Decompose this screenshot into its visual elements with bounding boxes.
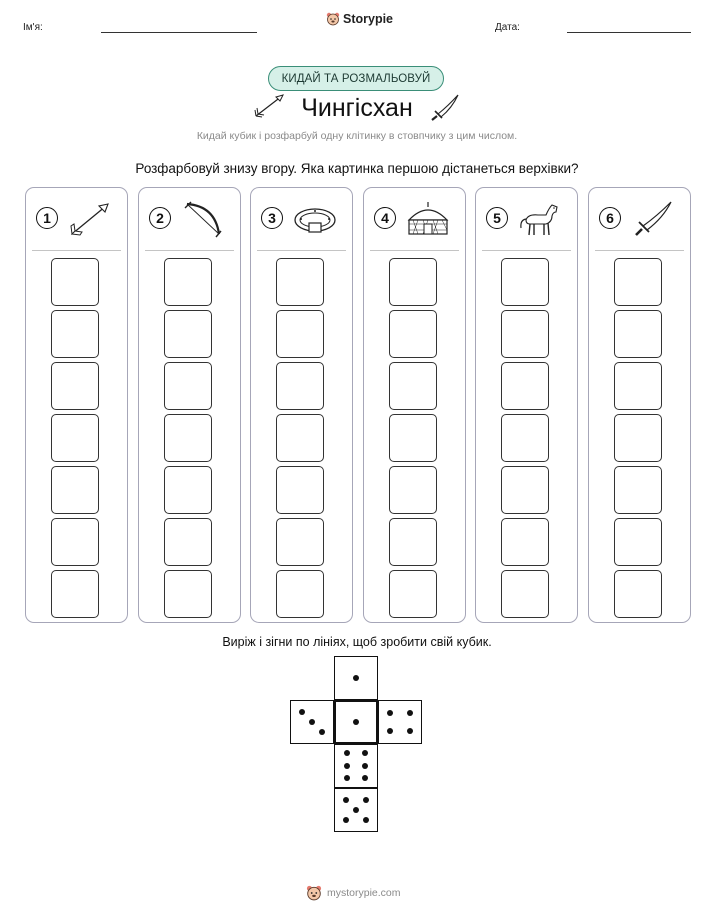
dice-face-5	[334, 788, 378, 832]
color-cell[interactable]	[51, 414, 99, 462]
dice-pip	[309, 719, 315, 725]
column-header	[139, 188, 240, 250]
column-divider	[595, 250, 684, 251]
color-cell[interactable]	[51, 362, 99, 410]
color-cell[interactable]	[51, 310, 99, 358]
column-number: 5	[486, 207, 508, 229]
color-cell[interactable]	[164, 466, 212, 514]
column-1	[25, 187, 128, 623]
color-cell[interactable]	[389, 570, 437, 618]
dice-pip	[387, 728, 393, 734]
column-divider	[145, 250, 234, 251]
column-header	[476, 188, 577, 250]
color-cell[interactable]	[389, 258, 437, 306]
footer	[306, 885, 401, 901]
color-cell[interactable]	[614, 570, 662, 618]
dice-pip	[319, 729, 325, 735]
color-cell[interactable]	[276, 466, 324, 514]
dice-pip	[407, 710, 413, 716]
color-cell[interactable]	[51, 258, 99, 306]
dice-pip	[344, 763, 350, 769]
color-cell[interactable]	[276, 310, 324, 358]
date-line	[567, 32, 691, 33]
column-divider	[257, 250, 346, 251]
dice-pip	[363, 817, 369, 823]
color-cell[interactable]	[389, 362, 437, 410]
dice-pip	[362, 763, 368, 769]
dice-pip	[387, 710, 393, 716]
column-number: 2	[149, 207, 171, 229]
color-cell[interactable]	[164, 414, 212, 462]
column-header	[26, 188, 127, 250]
column-divider	[370, 250, 459, 251]
yurt-icon	[404, 198, 452, 240]
cut-instruction: Виріж і зігни по лініях, щоб зробити свій кубик.	[222, 635, 492, 649]
column-number: 3	[261, 207, 283, 229]
dice-face-1	[334, 700, 378, 744]
column-header	[589, 188, 690, 250]
color-cell[interactable]	[164, 258, 212, 306]
sword-decoration-icon	[428, 92, 462, 122]
dice-pip	[344, 750, 350, 756]
column-number: 1	[36, 207, 58, 229]
color-cell[interactable]	[276, 518, 324, 566]
color-cell[interactable]	[164, 362, 212, 410]
dice-face-3	[290, 700, 334, 744]
arrow-icon	[66, 198, 114, 240]
dice-pip	[407, 728, 413, 734]
horse-icon	[516, 198, 564, 240]
color-cell[interactable]	[389, 518, 437, 566]
instruction: Розфарбовуй знизу вгору. Яка картинка першою дістанеться верхівки?	[135, 161, 579, 176]
sword-icon	[629, 198, 677, 240]
dice-pip	[353, 675, 359, 681]
column-4	[363, 187, 466, 623]
column-number: 4	[374, 207, 396, 229]
activity-badge: КИДАЙ ТА РОЗМАЛЬОВУЙ	[268, 66, 444, 91]
color-cell[interactable]	[164, 518, 212, 566]
column-header	[364, 188, 465, 250]
footer-url: mystorypie.com	[327, 887, 401, 899]
column-3	[250, 187, 353, 623]
color-cell[interactable]	[164, 570, 212, 618]
color-cell[interactable]	[614, 466, 662, 514]
color-cell[interactable]	[276, 362, 324, 410]
column-5	[475, 187, 578, 623]
page-title: Чингісхан	[301, 94, 413, 122]
column-6	[588, 187, 691, 623]
name-label: Ім'я:	[23, 22, 43, 33]
bear-footer-icon	[306, 885, 322, 901]
color-cell[interactable]	[501, 310, 549, 358]
color-cell[interactable]	[614, 414, 662, 462]
dice-pip	[353, 807, 359, 813]
belt-icon	[291, 198, 339, 240]
brand-name: Storypie	[343, 12, 394, 26]
column-number: 6	[599, 207, 621, 229]
dice-pip	[299, 709, 305, 715]
column-2	[138, 187, 241, 623]
color-cell[interactable]	[51, 518, 99, 566]
color-cell[interactable]	[614, 362, 662, 410]
color-cell[interactable]	[501, 570, 549, 618]
color-cell[interactable]	[614, 310, 662, 358]
color-cell[interactable]	[614, 258, 662, 306]
name-line	[101, 32, 257, 33]
dice-pip	[362, 775, 368, 781]
color-cell[interactable]	[501, 258, 549, 306]
dice-pip	[363, 797, 369, 803]
color-cell[interactable]	[501, 414, 549, 462]
color-cell[interactable]	[501, 362, 549, 410]
column-divider	[482, 250, 571, 251]
color-cell[interactable]	[389, 414, 437, 462]
color-cell[interactable]	[501, 518, 549, 566]
bear-logo-icon	[326, 12, 340, 26]
date-label: Дата:	[495, 22, 520, 33]
color-cell[interactable]	[164, 310, 212, 358]
color-cell[interactable]	[389, 466, 437, 514]
column-header	[251, 188, 352, 250]
brand-logo	[326, 12, 393, 26]
subtitle: Кидай кубик і розфарбуй одну клітинку в стовпчику з цим числом.	[196, 130, 518, 142]
color-cell[interactable]	[614, 518, 662, 566]
dice-pip	[353, 719, 359, 725]
color-cell[interactable]	[276, 570, 324, 618]
color-cell[interactable]	[501, 466, 549, 514]
dice-pip	[362, 750, 368, 756]
dice-face-1	[334, 656, 378, 700]
dice-face-4	[378, 700, 422, 744]
dice-pip	[343, 817, 349, 823]
color-cell[interactable]	[276, 258, 324, 306]
dice-face-6	[334, 744, 378, 788]
color-cell[interactable]	[389, 310, 437, 358]
dice-pip	[343, 797, 349, 803]
bow-icon	[179, 198, 227, 240]
color-cell[interactable]	[51, 466, 99, 514]
color-cell[interactable]	[276, 414, 324, 462]
dice-pip	[344, 775, 350, 781]
color-cell[interactable]	[51, 570, 99, 618]
column-divider	[32, 250, 121, 251]
